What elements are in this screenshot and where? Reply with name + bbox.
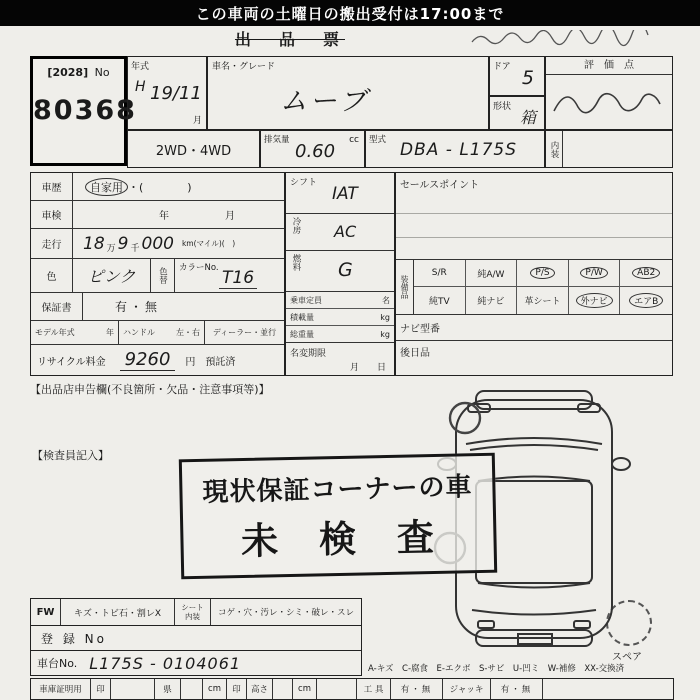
equip-item: 革シート bbox=[517, 287, 569, 314]
color-value: ピンク bbox=[87, 267, 136, 286]
interior-label: 内装 bbox=[546, 131, 563, 167]
history-value-circled: 自家用 bbox=[85, 178, 128, 196]
weight-label: 総重量 bbox=[290, 329, 314, 339]
jack-value: 有・無 bbox=[500, 685, 533, 695]
warranty-row bbox=[31, 293, 284, 321]
inspection-row bbox=[31, 201, 284, 229]
shift-value: IAT bbox=[332, 184, 358, 204]
equip-item: AB2 bbox=[620, 260, 672, 287]
shift-cell bbox=[286, 173, 394, 214]
chassis-label: 車台No. bbox=[37, 657, 78, 670]
sales-ruled-line bbox=[396, 237, 672, 238]
model-year-unit: 年 bbox=[106, 328, 114, 337]
registration-row bbox=[30, 625, 362, 651]
color-no-value: T16 bbox=[219, 268, 257, 289]
blank-cell bbox=[273, 679, 293, 699]
drive-cell bbox=[127, 130, 260, 168]
equip-item: S/R bbox=[414, 260, 466, 287]
cm-label: cm bbox=[208, 684, 221, 694]
equip-item: 純TV bbox=[414, 287, 466, 314]
warranty-label: 保証書 bbox=[31, 293, 83, 320]
declaration-label: 【出品店申告欄(不良箇所・欠品・注意事項等)】 bbox=[30, 383, 270, 396]
seat-value: コゲ・穴・汚レ・シミ・破レ・スレ bbox=[217, 608, 354, 618]
color-change-label: 色替 bbox=[157, 267, 168, 284]
sales-point-cell bbox=[396, 173, 672, 260]
stamp-line2: 未 検 査 bbox=[240, 515, 449, 564]
model-year-label: モデル年式 bbox=[35, 328, 75, 337]
mileage-sen-value: 9 bbox=[117, 233, 129, 254]
seat-label: 内装 bbox=[185, 612, 200, 621]
fw-value: キズ・トビ石・割レX bbox=[74, 608, 161, 619]
prefecture-label: 県 bbox=[163, 685, 172, 695]
sales-equip-table bbox=[395, 172, 673, 376]
garage-tools-row bbox=[30, 678, 674, 700]
ac-value: AC bbox=[334, 222, 357, 241]
handle-label: ハンドル bbox=[123, 328, 155, 337]
score-box bbox=[545, 56, 673, 130]
registration-label: 登 録 No bbox=[41, 631, 107, 646]
inspection-label: 車検 bbox=[31, 201, 73, 228]
handwritten-scribble-header bbox=[468, 30, 672, 48]
fw-label: FW bbox=[36, 606, 55, 618]
displacement-cell bbox=[260, 130, 365, 168]
blank-cell bbox=[181, 679, 203, 699]
mileage-unit-label: km(マイル)( ) bbox=[181, 239, 236, 248]
spare-label: スペア bbox=[612, 652, 642, 663]
mileage-row bbox=[31, 229, 284, 259]
fuel-value: G bbox=[338, 259, 353, 281]
inspector-label: 【検査員記入】 bbox=[32, 449, 109, 462]
cm-label: cm bbox=[298, 684, 311, 694]
rename-deadline-cell bbox=[286, 343, 394, 377]
car-name-label: 車名・グレード bbox=[212, 62, 276, 72]
shape-value: 箱 bbox=[519, 108, 536, 127]
blank-cell bbox=[111, 679, 155, 699]
history-row bbox=[31, 173, 284, 201]
year-value: 19/11 bbox=[150, 83, 202, 104]
lot-number: 80368 bbox=[33, 95, 137, 126]
displacement-unit: cc bbox=[349, 135, 359, 145]
tools-label: 工 具 bbox=[363, 685, 384, 695]
door-label: ドア bbox=[493, 62, 511, 72]
weight-row bbox=[286, 326, 394, 343]
fuel-cell bbox=[286, 251, 394, 292]
later-items-cell bbox=[396, 341, 672, 378]
chassis-value: L175S - 0104061 bbox=[89, 653, 242, 673]
lot-no-label: No bbox=[94, 66, 110, 79]
damage-legend: A-キズ C-腐食 E-エクボ S-サビ U-凹ミ W-補修 XX-交換済 bbox=[368, 664, 625, 674]
later-items-label: 後日品 bbox=[400, 348, 430, 359]
drive-label: 2WD・4WD bbox=[155, 143, 232, 159]
equip-item: 外ナビ bbox=[569, 287, 621, 314]
inspection-stamp bbox=[179, 453, 497, 580]
damage-note-row bbox=[30, 598, 362, 626]
score-scribble bbox=[546, 77, 668, 127]
score-label: 評 価 点 bbox=[546, 57, 672, 75]
lot-number-box bbox=[30, 56, 137, 166]
garage-label: 車庫証明用 bbox=[39, 685, 82, 695]
tools-value: 有・無 bbox=[400, 685, 433, 695]
year-cell bbox=[127, 56, 207, 130]
shape-cell bbox=[489, 96, 545, 130]
equip-item: P/S bbox=[517, 260, 569, 287]
rename-unit: 月 日 bbox=[349, 363, 386, 373]
ac-cell bbox=[286, 214, 394, 251]
mileage-man-value: 18 bbox=[83, 233, 105, 254]
recycle-unit: 円 預託済 bbox=[185, 356, 236, 368]
load-row bbox=[286, 309, 394, 326]
model-year-row bbox=[31, 321, 284, 345]
shift-label: シフト bbox=[290, 178, 318, 188]
capacity-row bbox=[286, 292, 394, 309]
model-code-cell bbox=[365, 130, 545, 168]
blank-cell bbox=[543, 679, 673, 699]
notice-banner-text: この車両の土曜日の搬出受付は17:00まで bbox=[195, 4, 505, 23]
sales-point-label: セールスポイント bbox=[400, 180, 480, 191]
recycle-row bbox=[31, 345, 284, 375]
ac-label: 冷房 bbox=[291, 217, 301, 234]
notice-banner bbox=[0, 0, 700, 26]
equip-item: エアB bbox=[620, 287, 672, 314]
height-label: 高さ bbox=[250, 685, 268, 695]
spec-table bbox=[285, 172, 395, 376]
capacity-unit: 名 bbox=[382, 295, 390, 305]
load-label: 積載量 bbox=[290, 312, 314, 322]
equip-item: 純A/W bbox=[466, 260, 518, 287]
handle-value: 左・右 bbox=[176, 328, 200, 337]
shape-label: 形状 bbox=[493, 102, 512, 112]
equipment-grid bbox=[414, 260, 672, 314]
seat-label: シート bbox=[181, 603, 204, 612]
month-label: 月 bbox=[192, 116, 202, 126]
sheet-title: 出 品 票 bbox=[234, 30, 345, 49]
car-name-value: ムーブ bbox=[280, 86, 371, 117]
color-no-label: カラーNo. bbox=[179, 263, 219, 273]
equip-item: P/W bbox=[569, 260, 621, 287]
interior-cell bbox=[545, 130, 673, 168]
warranty-value: 有・無 bbox=[115, 300, 161, 314]
lot-tag: [2028] bbox=[47, 66, 89, 79]
seal-label: 印 bbox=[96, 685, 105, 695]
equipment-section bbox=[396, 260, 672, 315]
equip-item: 純ナビ bbox=[466, 287, 518, 314]
history-label: 車歴 bbox=[31, 173, 73, 200]
year-label: 年式 bbox=[131, 62, 150, 72]
seal-label: 印 bbox=[232, 685, 241, 695]
recycle-label: リサイクル料金 bbox=[37, 356, 106, 368]
navi-model-cell bbox=[396, 315, 672, 341]
man-unit-label: 万 bbox=[106, 244, 116, 254]
car-name-cell bbox=[207, 56, 489, 130]
load-unit: kg bbox=[380, 312, 390, 322]
model-code-value: DBA - L175S bbox=[400, 140, 518, 160]
vehicle-info-table bbox=[30, 172, 285, 376]
mileage-label: 走行 bbox=[31, 229, 73, 258]
color-row bbox=[31, 259, 284, 293]
chassis-row bbox=[30, 650, 362, 676]
sen-unit-label: 千 bbox=[130, 244, 140, 254]
weight-unit: kg bbox=[380, 329, 390, 339]
door-cell bbox=[489, 56, 545, 96]
displacement-label: 排気量 bbox=[264, 135, 290, 145]
fuel-label: 燃料 bbox=[291, 254, 301, 271]
rename-label: 名変期限 bbox=[290, 349, 327, 359]
displacement-value: 0.60 bbox=[295, 141, 336, 162]
history-rest: ・( ) bbox=[128, 180, 192, 194]
inspection-month-label: 月 bbox=[225, 211, 235, 222]
mileage-rest-value: 000 bbox=[141, 233, 174, 254]
color-label: 色 bbox=[31, 259, 73, 292]
year-era-value: H bbox=[135, 79, 146, 95]
stamp-line1: 現状保証コーナーの車 bbox=[202, 472, 473, 508]
navi-model-label: ナビ型番 bbox=[400, 324, 440, 335]
dealer-label: ディーラー・並行 bbox=[212, 328, 277, 337]
recycle-value: 9260 bbox=[120, 349, 176, 371]
equipment-label: 装備品 bbox=[396, 260, 414, 314]
sales-ruled-line bbox=[396, 213, 672, 214]
blank-cell bbox=[317, 679, 357, 699]
model-code-label: 型式 bbox=[369, 135, 387, 145]
jack-label: ジャッキ bbox=[449, 685, 484, 695]
capacity-label: 乗車定員 bbox=[290, 295, 322, 305]
inspection-year-label: 年 bbox=[159, 211, 169, 222]
door-value: 5 bbox=[521, 67, 534, 89]
